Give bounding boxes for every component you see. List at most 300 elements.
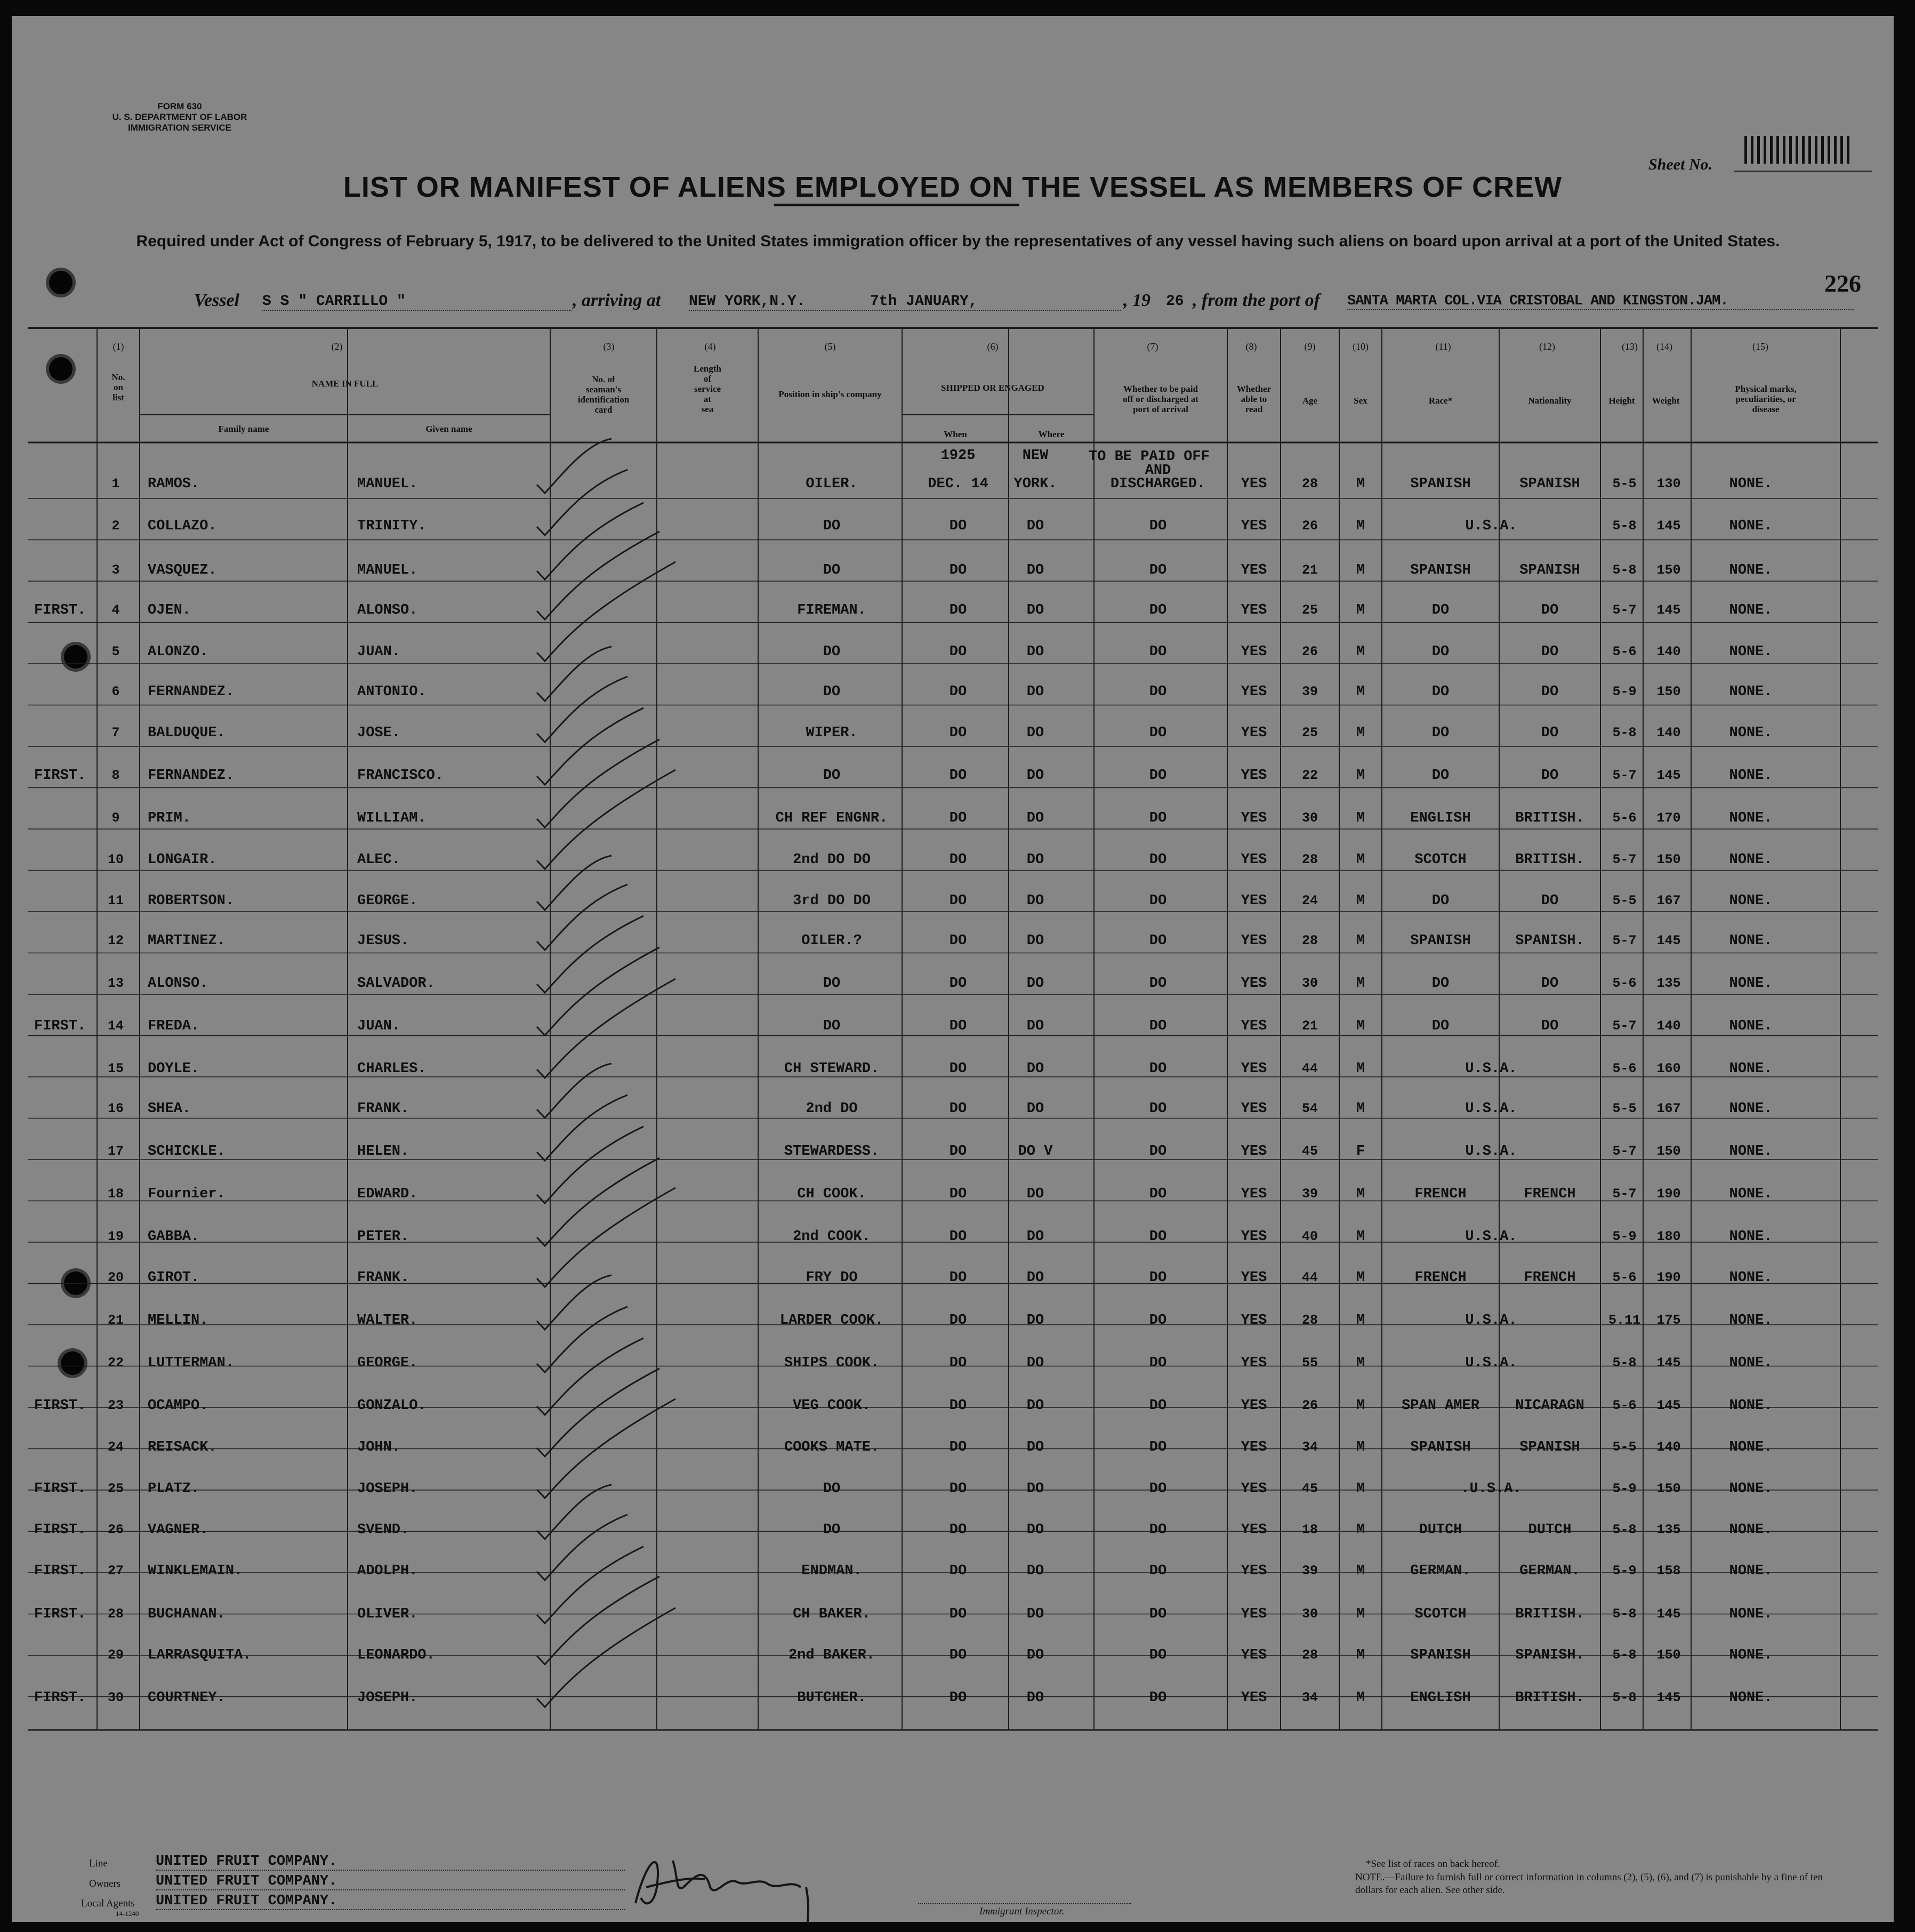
- row-19-no: 19: [107, 1229, 124, 1244]
- row-28-margin-note: FIRST.: [34, 1606, 86, 1622]
- row-29-height: 5-8: [1612, 1647, 1637, 1663]
- row-12-sex: M: [1356, 933, 1365, 949]
- row-11-nationality: DO: [1541, 893, 1559, 909]
- row-3-weight: 150: [1656, 562, 1681, 578]
- row-8-height: 5-7: [1612, 768, 1637, 783]
- row-24-weight: 140: [1656, 1439, 1681, 1455]
- row-14-margin-note: FIRST.: [34, 1018, 86, 1034]
- row-16-read: YES: [1241, 1101, 1267, 1117]
- row-22-read: YES: [1241, 1355, 1267, 1371]
- row-20-nationality: FRENCH: [1524, 1270, 1576, 1286]
- check-mark: [537, 916, 643, 993]
- check-mark: [537, 562, 675, 661]
- row-18-marks: NONE.: [1729, 1186, 1773, 1202]
- row-21-read: YES: [1241, 1313, 1267, 1329]
- row-28-weight: 145: [1656, 1606, 1681, 1622]
- row-26-nationality: DUTCH: [1528, 1522, 1572, 1538]
- row-13-given: SALVADOR.: [357, 976, 435, 992]
- row-2-family: COLLAZO.: [148, 518, 217, 534]
- col-paid-off: Whether to be paid off or discharged at port of arrival: [1123, 384, 1198, 414]
- col-num-9: (9): [1304, 341, 1316, 352]
- row-1-sex: M: [1356, 476, 1365, 492]
- row-9-read: YES: [1241, 810, 1267, 826]
- check-mark: [537, 979, 675, 1078]
- check-mark: [537, 1126, 643, 1203]
- row-13-age: 30: [1301, 976, 1318, 991]
- row-11-age: 24: [1301, 893, 1318, 908]
- row-17-race-nat: U.S.A.: [1465, 1144, 1517, 1160]
- row-29-marks: NONE.: [1729, 1647, 1773, 1663]
- row-16-family: SHEA.: [148, 1101, 191, 1117]
- row-4-read: YES: [1241, 602, 1267, 618]
- row-17-weight: 150: [1656, 1144, 1681, 1159]
- row-8-nationality: DO: [1541, 768, 1559, 784]
- row-24-where: DO: [1026, 1439, 1044, 1455]
- row-9-height: 5-6: [1612, 810, 1637, 826]
- row-24-read: YES: [1241, 1439, 1267, 1455]
- row-8-given: FRANCISCO.: [357, 768, 444, 784]
- col-num-13: (13): [1622, 341, 1638, 352]
- row-20-height: 5-6: [1612, 1270, 1637, 1285]
- row-10-marks: NONE.: [1729, 852, 1773, 868]
- row-26-read: YES: [1241, 1522, 1267, 1538]
- row-3-no: 3: [111, 562, 120, 578]
- row-8-when: DO: [949, 768, 967, 784]
- row-19-family: GABBA.: [148, 1229, 200, 1245]
- row-6-marks: NONE.: [1729, 684, 1773, 700]
- row-26-weight: 135: [1656, 1522, 1681, 1537]
- col-num-4: (4): [704, 341, 716, 352]
- row-20-position: FRY DO: [806, 1270, 858, 1286]
- row-3-paid: DO: [1149, 562, 1167, 578]
- row-20-given: FRANK.: [357, 1270, 409, 1286]
- row-8-position: DO: [823, 768, 841, 784]
- row-9-paid: DO: [1149, 810, 1167, 826]
- row-22-family: LUTTERMAN.: [148, 1355, 235, 1371]
- row-22-where: DO: [1026, 1355, 1044, 1371]
- row-21-age: 28: [1301, 1313, 1318, 1328]
- row-26-no: 26: [107, 1522, 124, 1537]
- row-30-read: YES: [1241, 1690, 1267, 1706]
- row-24-race: SPANISH: [1410, 1439, 1471, 1455]
- row-14-read: YES: [1241, 1018, 1267, 1034]
- row-29-given: LEONARDO.: [357, 1647, 435, 1663]
- row-18-when: DO: [949, 1186, 967, 1202]
- row-6-nationality: DO: [1541, 684, 1559, 700]
- row-9-family: PRIM.: [148, 810, 191, 826]
- row-2-sex: M: [1356, 518, 1365, 534]
- first-row-paid-top: TO BE PAID OFF: [1089, 449, 1210, 465]
- row-19-marks: NONE.: [1729, 1229, 1773, 1245]
- row-27-paid: DO: [1149, 1563, 1167, 1579]
- row-15-read: YES: [1241, 1061, 1267, 1077]
- row-18-age: 39: [1301, 1186, 1318, 1202]
- check-mark: [537, 739, 659, 827]
- from-port: SANTA MARTA COL.VIA CRISTOBAL AND KINGSTON.JAM.: [1347, 293, 1854, 310]
- row-2-age: 26: [1301, 518, 1318, 534]
- form-code: 14-1240: [116, 1910, 139, 1918]
- col-num-3: (3): [603, 341, 615, 352]
- row-12-marks: NONE.: [1729, 933, 1773, 949]
- owners-label: Owners: [89, 1878, 121, 1889]
- row-24-height: 5-5: [1612, 1439, 1637, 1455]
- row-13-where: DO: [1026, 976, 1044, 992]
- row-1-paid: DISCHARGED.: [1110, 476, 1206, 492]
- row-11-family: ROBERTSON.: [148, 893, 235, 909]
- row-3-where: DO: [1026, 562, 1044, 578]
- row-19-read: YES: [1241, 1229, 1267, 1245]
- row-28-sex: M: [1356, 1606, 1365, 1622]
- row-20-paid: DO: [1149, 1270, 1167, 1286]
- row-13-height: 5-6: [1612, 976, 1637, 991]
- row-1-family: RAMOS.: [148, 476, 200, 492]
- row-10-nationality: BRITISH.: [1515, 852, 1584, 868]
- row-7-family: BALDUQUE.: [148, 725, 226, 741]
- row-22-paid: DO: [1149, 1355, 1167, 1371]
- row-25-given: JOSEPH.: [357, 1481, 418, 1497]
- row-15-when: DO: [949, 1061, 967, 1077]
- row-8-race: DO: [1431, 768, 1450, 784]
- row-7-where: DO: [1026, 725, 1044, 741]
- row-20-sex: M: [1356, 1270, 1365, 1286]
- row-29-weight: 150: [1656, 1647, 1681, 1663]
- row-4-race: DO: [1431, 602, 1450, 618]
- row-10-paid: DO: [1149, 852, 1167, 868]
- row-22-weight: 145: [1656, 1355, 1681, 1371]
- row-2-position: DO: [823, 518, 841, 534]
- row-25-height: 5-9: [1612, 1481, 1637, 1496]
- row-14-no: 14: [107, 1018, 124, 1034]
- row-4-where: DO: [1026, 602, 1044, 618]
- row-22-race-nat: U.S.A.: [1465, 1355, 1517, 1371]
- row-28-paid: DO: [1149, 1606, 1167, 1622]
- row-2-given: TRINITY.: [357, 518, 427, 534]
- row-6-weight: 150: [1656, 684, 1681, 699]
- row-17-marks: NONE.: [1729, 1144, 1773, 1160]
- col-weight: Weight: [1652, 396, 1680, 406]
- check-mark: [537, 1399, 675, 1498]
- row-17-read: YES: [1241, 1144, 1267, 1160]
- row-30-margin-note: FIRST.: [34, 1690, 86, 1706]
- row-14-marks: NONE.: [1729, 1018, 1773, 1034]
- row-9-nationality: BRITISH.: [1515, 810, 1584, 826]
- row-5-weight: 140: [1656, 644, 1681, 659]
- row-3-when: DO: [949, 562, 967, 578]
- row-4-height: 5-7: [1612, 602, 1637, 618]
- row-28-when: DO: [949, 1606, 967, 1622]
- row-2-marks: NONE.: [1729, 518, 1773, 534]
- row-26-given: SVEND.: [357, 1522, 409, 1538]
- row-25-position: DO: [823, 1481, 841, 1497]
- row-13-race: DO: [1431, 976, 1450, 992]
- col-age: Age: [1302, 396, 1318, 406]
- row-5-when: DO: [949, 644, 967, 660]
- row-25-weight: 150: [1656, 1481, 1681, 1496]
- row-8-paid: DO: [1149, 768, 1167, 784]
- row-13-nationality: DO: [1541, 976, 1559, 992]
- check-mark: [537, 1515, 627, 1580]
- row-15-given: CHARLES.: [357, 1061, 427, 1077]
- check-mark: [537, 1485, 611, 1539]
- row-20-read: YES: [1241, 1270, 1267, 1286]
- row-6-read: YES: [1241, 684, 1267, 700]
- row-7-sex: M: [1356, 725, 1365, 741]
- row-6-age: 39: [1301, 684, 1318, 699]
- row-6-race: DO: [1431, 684, 1450, 700]
- row-11-where: DO: [1026, 893, 1044, 909]
- row-23-where: DO: [1026, 1398, 1044, 1414]
- row-30-no: 30: [107, 1690, 124, 1705]
- row-26-race: DUTCH: [1419, 1522, 1462, 1538]
- row-6-position: DO: [823, 684, 841, 700]
- row-6-sex: M: [1356, 684, 1365, 700]
- row-20-family: GIROT.: [148, 1270, 200, 1286]
- check-mark: [537, 470, 627, 535]
- row-23-read: YES: [1241, 1398, 1267, 1414]
- row-27-given: ADOLPH.: [357, 1563, 418, 1579]
- row-8-sex: M: [1356, 768, 1365, 784]
- check-mark: [537, 439, 611, 493]
- row-30-height: 5-8: [1612, 1690, 1637, 1705]
- row-21-family: MELLIN.: [148, 1313, 208, 1329]
- row-26-sex: M: [1356, 1522, 1365, 1538]
- check-mark: [537, 1158, 659, 1246]
- sheet-no-label: Sheet No.: [1648, 156, 1712, 173]
- row-15-where: DO: [1026, 1061, 1044, 1077]
- row-25-read: YES: [1241, 1481, 1267, 1497]
- owners-value: UNITED FRUIT COMPANY.: [156, 1873, 625, 1890]
- check-mark: [537, 647, 611, 701]
- row-10-race: SCOTCH: [1414, 852, 1467, 868]
- row-3-read: YES: [1241, 562, 1267, 578]
- row-15-position: CH STEWARD.: [784, 1061, 880, 1077]
- row-23-paid: DO: [1149, 1398, 1167, 1414]
- row-25-family: PLATZ.: [148, 1481, 200, 1497]
- row-27-position: ENDMAN.: [801, 1563, 862, 1579]
- col-able-read: Whether able to read: [1236, 384, 1272, 414]
- row-7-given: JOSE.: [357, 725, 401, 741]
- row-28-race: SCOTCH: [1414, 1606, 1467, 1622]
- row-9-sex: M: [1356, 810, 1365, 826]
- row-24-when: DO: [949, 1439, 967, 1455]
- row-10-family: LONGAIR.: [148, 852, 217, 868]
- row-7-nationality: DO: [1541, 725, 1559, 741]
- row-30-nationality: BRITISH.: [1515, 1690, 1584, 1706]
- row-11-position: 3rd DO DO: [793, 893, 871, 909]
- row-11-given: GEORGE.: [357, 893, 418, 909]
- row-10-age: 28: [1301, 852, 1318, 867]
- row-12-read: YES: [1241, 933, 1267, 949]
- row-29-position: 2nd BAKER.: [788, 1647, 875, 1663]
- row-15-sex: M: [1356, 1061, 1365, 1077]
- row-28-height: 5-8: [1612, 1606, 1637, 1622]
- inspector-label: Immigrant Inspector.: [979, 1906, 1065, 1917]
- row-2-no: 2: [111, 518, 120, 534]
- check-mark: [537, 1307, 627, 1372]
- row-17-position: STEWARDESS.: [784, 1144, 880, 1160]
- row-26-where: DO: [1026, 1522, 1044, 1538]
- row-30-marks: NONE.: [1729, 1690, 1773, 1706]
- row-26-marks: NONE.: [1729, 1522, 1773, 1538]
- row-23-weight: 145: [1656, 1398, 1681, 1413]
- row-30-position: BUTCHER.: [797, 1690, 866, 1706]
- row-24-family: REISACK.: [148, 1439, 217, 1455]
- row-14-height: 5-7: [1612, 1018, 1637, 1034]
- row-6-height: 5-9: [1612, 684, 1637, 699]
- row-10-given: ALEC.: [357, 852, 401, 868]
- row-27-weight: 158: [1656, 1563, 1681, 1579]
- row-28-position: CH BAKER.: [793, 1606, 871, 1622]
- row-18-height: 5-7: [1612, 1186, 1637, 1202]
- row-14-age: 21: [1301, 1018, 1318, 1034]
- row-18-paid: DO: [1149, 1186, 1167, 1202]
- check-mark: [537, 1064, 611, 1118]
- row-16-given: FRANK.: [357, 1101, 409, 1117]
- row-23-position: VEG COOK.: [793, 1398, 871, 1414]
- vessel-label: Vessel: [194, 291, 239, 310]
- row-23-nationality: NICARAGN: [1515, 1398, 1584, 1414]
- row-23-no: 23: [107, 1398, 124, 1413]
- check-mark: [537, 1576, 659, 1664]
- row-4-given: ALONSO.: [357, 602, 418, 618]
- row-11-paid: DO: [1149, 893, 1167, 909]
- row-16-race-nat: U.S.A.: [1465, 1101, 1517, 1117]
- row-15-weight: 160: [1656, 1061, 1681, 1076]
- row-11-weight: 167: [1656, 893, 1681, 908]
- row-27-sex: M: [1356, 1563, 1365, 1579]
- row-11-no: 11: [107, 893, 124, 908]
- row-14-when: DO: [949, 1018, 967, 1034]
- row-20-when: DO: [949, 1270, 967, 1286]
- col-num-6: (6): [987, 341, 999, 352]
- row-20-where: DO: [1026, 1270, 1044, 1286]
- row-7-age: 25: [1301, 725, 1318, 740]
- row-15-race-nat: U.S.A.: [1465, 1061, 1517, 1077]
- row-27-race: GERMAN.: [1410, 1563, 1471, 1579]
- line-value: UNITED FRUIT COMPANY.: [156, 1854, 625, 1871]
- vessel-name: S S " CARRILLO ": [262, 293, 572, 311]
- row-27-nationality: GERMAN.: [1519, 1563, 1580, 1579]
- row-9-race: ENGLISH: [1410, 810, 1471, 826]
- row-12-paid: DO: [1149, 933, 1167, 949]
- row-17-height: 5-7: [1612, 1144, 1637, 1159]
- row-22-given: GEORGE.: [357, 1355, 418, 1371]
- row-24-age: 34: [1301, 1439, 1318, 1455]
- check-mark: [537, 856, 611, 910]
- check-mark: [537, 1547, 643, 1623]
- row-30-paid: DO: [1149, 1690, 1167, 1706]
- row-13-read: YES: [1241, 976, 1267, 992]
- row-14-family: FREDA.: [148, 1018, 200, 1034]
- col-height: Height: [1608, 396, 1635, 406]
- row-22-marks: NONE.: [1729, 1355, 1773, 1371]
- col-num-10: (10): [1353, 341, 1369, 352]
- col-num-12: (12): [1539, 341, 1555, 352]
- row-4-sex: M: [1356, 602, 1365, 618]
- row-15-height: 5-6: [1612, 1061, 1637, 1076]
- row-5-age: 26: [1301, 644, 1318, 659]
- row-1-read: YES: [1241, 476, 1267, 492]
- row-30-family: COURTNEY.: [148, 1690, 226, 1706]
- row-4-age: 25: [1301, 602, 1318, 618]
- row-29-race: SPANISH: [1410, 1647, 1471, 1663]
- form-note: FORM 630 U. S. DEPARTMENT OF LABOR IMMIGRATION SERVICE: [112, 101, 247, 133]
- row-26-margin-note: FIRST.: [34, 1522, 86, 1538]
- row-2-race-nat: U.S.A.: [1465, 518, 1517, 534]
- row-18-nationality: FRENCH: [1524, 1186, 1576, 1202]
- row-12-weight: 145: [1656, 933, 1681, 948]
- row-1-height: 5-5: [1612, 476, 1637, 492]
- row-26-family: VAGNER.: [148, 1522, 208, 1538]
- row-3-position: DO: [823, 562, 841, 578]
- row-4-margin-note: FIRST.: [34, 602, 86, 618]
- row-25-age: 45: [1301, 1481, 1318, 1496]
- col-when: When: [944, 429, 967, 439]
- row-20-marks: NONE.: [1729, 1270, 1773, 1286]
- row-1-given: MANUEL.: [357, 476, 418, 492]
- row-5-nationality: DO: [1541, 644, 1559, 660]
- row-3-sex: M: [1356, 562, 1365, 578]
- row-29-nationality: SPANISH.: [1515, 1647, 1584, 1663]
- row-6-no: 6: [111, 684, 120, 699]
- row-5-paid: DO: [1149, 644, 1167, 660]
- row-30-race: ENGLISH: [1410, 1690, 1471, 1706]
- row-27-family: WINKLEMAIN.: [148, 1563, 243, 1579]
- row-2-when: DO: [949, 518, 967, 534]
- row-11-when: DO: [949, 893, 967, 909]
- row-2-where: DO: [1026, 518, 1044, 534]
- row-7-race: DO: [1431, 725, 1450, 741]
- row-24-paid: DO: [1149, 1439, 1167, 1455]
- row-1-position: OILER.: [806, 476, 858, 492]
- row-23-age: 26: [1301, 1398, 1318, 1413]
- row-29-paid: DO: [1149, 1647, 1167, 1663]
- row-30-weight: 145: [1656, 1690, 1681, 1705]
- agents-value: UNITED FRUIT COMPANY.: [156, 1893, 625, 1910]
- row-24-marks: NONE.: [1729, 1439, 1773, 1455]
- row-19-sex: M: [1356, 1229, 1365, 1245]
- row-13-when: DO: [949, 976, 967, 992]
- row-5-read: YES: [1241, 644, 1267, 660]
- row-3-age: 21: [1301, 562, 1318, 578]
- check-mark: [537, 947, 659, 1035]
- col-num-14: (14): [1656, 341, 1672, 352]
- row-18-given: EDWARD.: [357, 1186, 418, 1202]
- row-10-read: YES: [1241, 852, 1267, 868]
- row-14-nationality: DO: [1541, 1018, 1559, 1034]
- row-12-position: OILER.?: [801, 933, 862, 949]
- row-1-where: YORK.: [1013, 476, 1057, 492]
- row-4-family: OJEN.: [148, 602, 191, 618]
- row-11-marks: NONE.: [1729, 893, 1773, 909]
- row-5-height: 5-6: [1612, 644, 1637, 659]
- col-num-15: (15): [1752, 341, 1768, 352]
- row-19-where: DO: [1026, 1229, 1044, 1245]
- row-3-marks: NONE.: [1729, 562, 1773, 578]
- row-18-position: CH COOK.: [797, 1186, 866, 1202]
- row-1-marks: NONE.: [1729, 476, 1773, 492]
- row-5-family: ALONZO.: [148, 644, 208, 660]
- row-14-race: DO: [1431, 1018, 1450, 1034]
- row-4-when: DO: [949, 602, 967, 618]
- row-5-race: DO: [1431, 644, 1450, 660]
- row-3-nationality: SPANISH: [1519, 562, 1580, 578]
- arriving-port: NEW YORK,N.Y.: [689, 293, 1121, 311]
- col-no-on-list: No. on list: [111, 372, 125, 402]
- row-12-age: 28: [1301, 933, 1318, 948]
- row-16-marks: NONE.: [1729, 1101, 1773, 1117]
- col-where: Where: [1038, 429, 1065, 439]
